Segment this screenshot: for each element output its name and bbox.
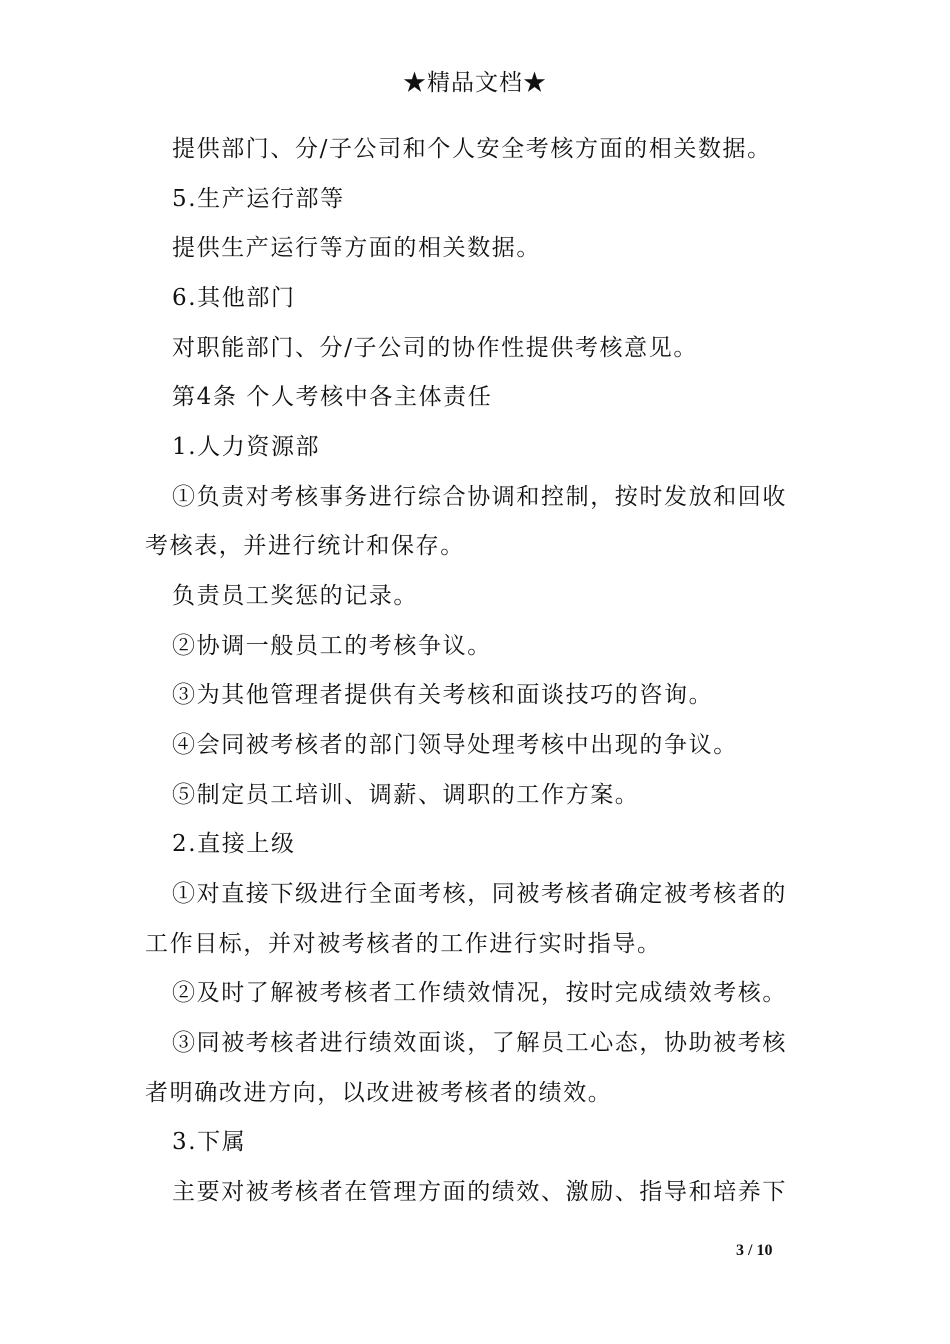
body-line: 提供部门、分/子公司和个人安全考核方面的相关数据。 (172, 136, 772, 162)
section-heading: 2.直接上级 (172, 831, 296, 857)
body-line: 考核表，并进行统计和保存。 (145, 533, 465, 559)
body-line: 者明确改进方向，以改进被考核者的绩效。 (145, 1080, 613, 1106)
body-line: 主要对被考核者在管理方面的绩效、激励、指导和培养下 (172, 1179, 787, 1205)
section-heading: 5.生产运行部等 (172, 186, 345, 212)
section-heading: 1.人力资源部 (172, 434, 321, 460)
body-line: ②及时了解被考核者工作绩效情况，按时完成绩效考核。 (172, 980, 787, 1006)
body-line: ①负责对考核事务进行综合协调和控制，按时发放和回收 (172, 484, 787, 510)
body-line: 对职能部门、分/子公司的协作性提供考核意见。 (172, 335, 698, 361)
body-line: ④会同被考核者的部门领导处理考核中出现的争议。 (172, 732, 738, 758)
body-line: ⑤制定员工培训、调薪、调职的工作方案。 (172, 782, 640, 808)
body-line: ③同被考核者进行绩效面谈，了解员工心态，协助被考核 (172, 1030, 787, 1056)
body-line: 负责员工奖惩的记录。 (172, 583, 418, 609)
body-line: 提供生产运行等方面的相关数据。 (172, 235, 541, 261)
article-heading: 第4条 个人考核中各主体责任 (172, 384, 493, 410)
body-line: ①对直接下级进行全面考核，同被考核者确定被考核者的 (172, 881, 787, 907)
page-number: 3 / 10 (736, 1242, 773, 1259)
body-line: ②协调一般员工的考核争议。 (172, 633, 492, 659)
section-heading: 3.下属 (172, 1129, 247, 1155)
section-heading: 6.其他部门 (172, 285, 296, 311)
document-header-title: ★精品文档★ (403, 70, 547, 96)
body-line: 工作目标，并对被考核者的工作进行实时指导。 (145, 931, 662, 957)
body-line: ③为其他管理者提供有关考核和面谈技巧的咨询。 (172, 682, 714, 708)
